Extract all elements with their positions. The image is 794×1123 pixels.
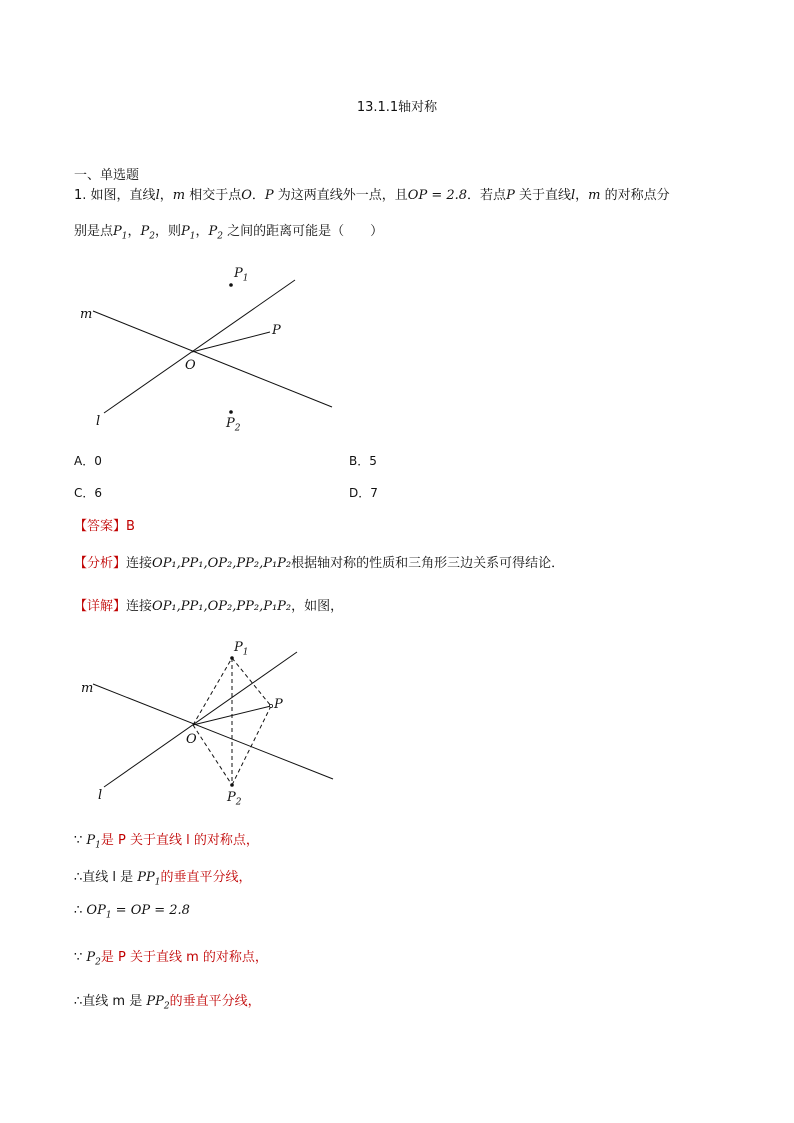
label-p2: $P_2$	[226, 416, 241, 434]
step-line	[74, 829, 259, 851]
stem-text: 别是点	[74, 224, 114, 239]
label-p2: $P_2$	[227, 790, 242, 808]
segment-op1	[193, 658, 232, 725]
analysis-text: 连接	[126, 556, 153, 571]
step-prefix: ∵	[74, 950, 87, 965]
point-p2: $P_2$	[208, 224, 223, 242]
line-m: m	[588, 188, 601, 203]
detail-text: 连接	[126, 599, 153, 614]
stem-text: ．	[251, 188, 265, 203]
detail-line	[74, 595, 343, 614]
answer-value: B	[126, 519, 135, 534]
step-prefix: ∴直线 l 是	[74, 870, 138, 885]
label-p: P	[272, 323, 281, 338]
point-p1: $P_1$	[181, 224, 196, 242]
segment-op2	[193, 725, 232, 785]
line-l-segment	[104, 652, 297, 787]
segment-pp2	[232, 706, 271, 785]
section-heading: 一、单选题	[74, 168, 140, 183]
step-symbol: $PP_2$	[146, 994, 170, 1012]
figure-1	[93, 280, 332, 413]
question-number: 1.	[74, 188, 87, 203]
stem-text: ．若点	[467, 188, 507, 203]
detail-expression: OP₁,PP₁,OP₂,PP₂,P₁P₂	[152, 599, 292, 614]
step-line	[74, 990, 261, 1012]
step-prefix: ∵	[74, 833, 87, 848]
stem-text: ，	[195, 224, 209, 239]
detail-tag: 【详解】	[74, 599, 127, 614]
answer-line	[74, 515, 135, 534]
point-p: P	[264, 188, 274, 203]
step-line	[74, 866, 252, 888]
line-m: m	[172, 188, 186, 203]
dot-p1	[229, 283, 233, 287]
step-text: = OP = 2.8	[111, 903, 190, 918]
step-text: 是 P 关于直线 l 的对称点，	[100, 833, 259, 848]
answer-tag: 【答案】	[74, 519, 127, 534]
label-o: O	[186, 732, 197, 747]
dot-p	[269, 704, 272, 707]
stem-text: ，则	[155, 224, 182, 239]
stem-text: ，	[159, 188, 173, 203]
label-p: P	[274, 697, 283, 712]
point-o: O	[241, 188, 252, 203]
step-text: 的垂直平分线，	[160, 870, 252, 885]
label-l: l	[96, 414, 101, 429]
label-m: m	[80, 307, 93, 322]
stem-text: ，	[575, 188, 589, 203]
stem-text: 如图，直线	[90, 188, 156, 203]
step-prefix: ∴直线 m 是	[74, 994, 147, 1009]
step-prefix: ∴	[74, 903, 87, 918]
step-symbol: $PP_1$	[137, 870, 161, 888]
line-m-segment	[93, 684, 333, 779]
step-symbol: $P_2$	[86, 950, 101, 968]
label-l: l	[98, 788, 103, 803]
stem-text: 的对称点分	[600, 188, 670, 203]
line-l: l	[570, 188, 576, 203]
option-d[interactable]: D．7	[349, 486, 378, 500]
point-p2: $P_2$	[140, 224, 155, 242]
analysis-text: 根据轴对称的性质和三角形三边关系可得结论．	[291, 556, 565, 571]
segment-pp1	[232, 658, 271, 706]
line-m-segment	[93, 311, 332, 407]
option-c[interactable]: C．6	[74, 486, 103, 500]
option-a[interactable]: A．0	[74, 454, 102, 468]
option-b[interactable]: B．5	[349, 454, 377, 468]
label-p1: $P_1$	[234, 640, 249, 658]
stem-text: 相交于点	[185, 188, 242, 203]
step-symbol: $OP_1$	[86, 903, 112, 921]
point-p: P	[506, 188, 515, 203]
stem-text: 之间的距离可能是（ ）	[223, 224, 384, 239]
analysis-tag: 【分析】	[74, 556, 127, 571]
analysis-expression: OP₁,PP₁,OP₂,PP₂,P₁P₂	[152, 556, 292, 571]
page-title: 13.1.1轴对称	[356, 100, 438, 115]
label-p1: $P_1$	[234, 266, 249, 284]
step-text: 的垂直平分线，	[169, 994, 261, 1009]
detail-text: ，如图，	[291, 599, 344, 614]
analysis-line	[74, 552, 564, 571]
figure-2	[93, 652, 333, 787]
segment-op	[192, 332, 270, 352]
step-text: 是 P 关于直线 m 的对称点，	[100, 950, 268, 965]
label-o: O	[185, 358, 196, 373]
line-l: l	[155, 188, 160, 203]
step-symbol: $P_1$	[86, 833, 101, 851]
label-m: m	[81, 681, 94, 696]
dot-p2	[230, 783, 234, 787]
equation: OP = 2.8	[407, 188, 468, 203]
stem-text: ，	[127, 224, 141, 239]
step-line	[74, 946, 268, 968]
stem-text: 关于直线	[514, 188, 571, 203]
point-p1: $P_1$	[113, 224, 128, 242]
stem-text: 为这两直线外一点，且	[273, 188, 408, 203]
step-line	[74, 903, 190, 921]
line-l-segment	[104, 280, 295, 413]
dot-p2	[229, 410, 233, 414]
